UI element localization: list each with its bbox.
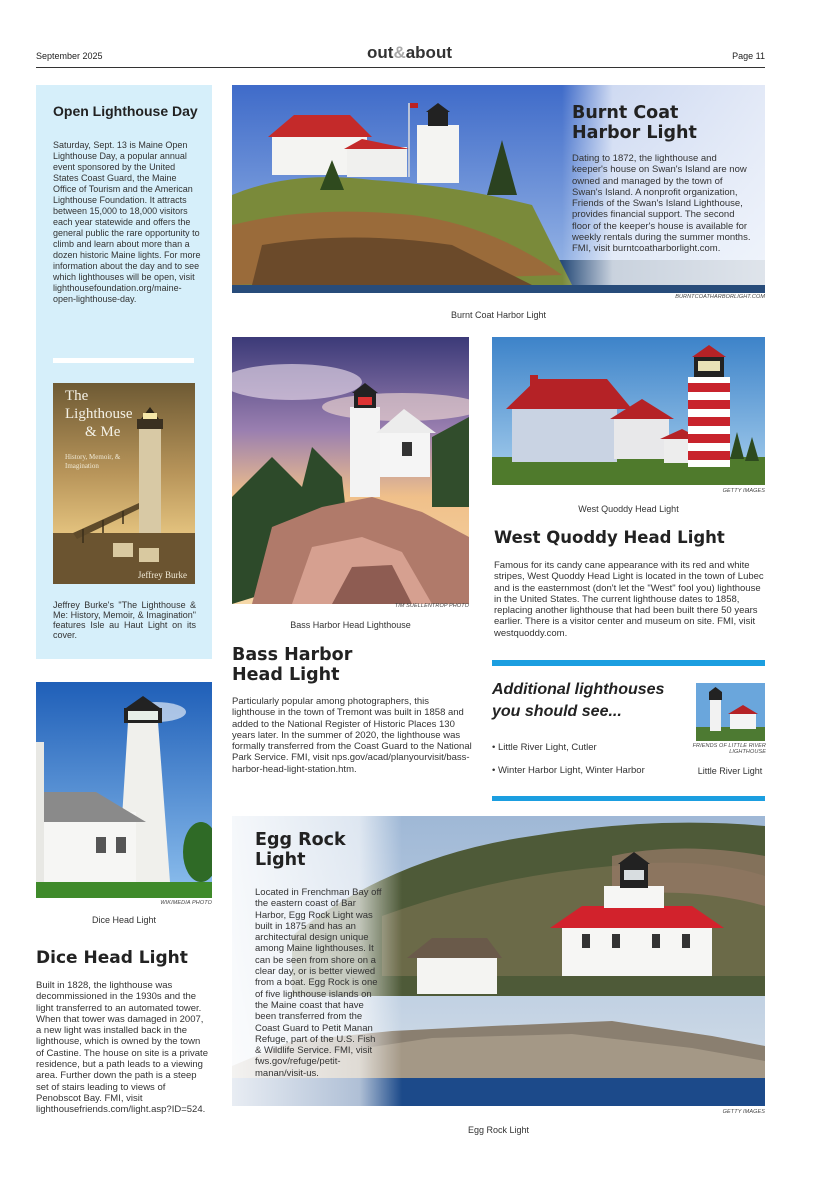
page-number: Page 11 bbox=[732, 51, 765, 61]
bass-harbor-body: Particularly popular among photographers, this lighthouse in the town of Tremont was built in 1858 and added to the National Register of Historic Places 130 years later. In the summer of 2020, the lighthouse was formally transferred from the Coast Guard to the National Park Service. FMI, visit nps.gov/acad/planyourvisit/bass-harbor-head-light-station.htm. bbox=[232, 696, 472, 775]
sidebar-divider bbox=[53, 358, 194, 363]
section-logo bbox=[0, 43, 819, 63]
little-river-illustration bbox=[696, 683, 765, 741]
dice-head-photo bbox=[36, 682, 212, 898]
bass-harbor-photo bbox=[232, 337, 469, 604]
little-river-credit: FRIENDS OF LITTLE RIVER LIGHTHOUSE bbox=[692, 743, 766, 755]
logo-ampersand: & bbox=[393, 43, 406, 62]
book-author: Jeffrey Burke bbox=[137, 570, 187, 580]
west-quoddy-credit: GETTY IMAGES bbox=[722, 488, 765, 494]
dice-head-caption: Dice Head Light bbox=[91, 915, 157, 925]
book-cover bbox=[53, 383, 195, 584]
book-subtitle: History, Memoir, & Imagination bbox=[65, 453, 121, 470]
egg-rock-body: Located in Frenchman Bay off the eastern coast of Bar Harbor, Egg Rock Light was built in 1875 and has an architectural design unique among Maine lighthouses. It can be seen from shore on a clear day, or is better viewed from a boat. Egg Rock is one of five lighthouse islands on the Maine coast that have been transferred from the Coast Guard to Petit Manan Refuge, part of the U.S. Fish & Wildlife Service. FMI, visit fws.gov/refuge/petit-manan/visit-us. bbox=[255, 887, 382, 1079]
dice-head-title: Dice Head Light bbox=[36, 948, 188, 968]
bass-harbor-caption: Bass Harbor Head Lighthouse bbox=[290, 620, 411, 630]
logo-out: out bbox=[367, 43, 394, 62]
additional-title: Additional lighthouses you should see... bbox=[492, 681, 665, 720]
egg-rock-credit: GETTY IMAGES bbox=[722, 1109, 765, 1115]
book-caption: Jeffrey Burke's "The Lighthouse & Me: History, Memoir, & Imagination" features Isle au Haut Light on its cover. bbox=[53, 600, 196, 640]
sidebar-body: Saturday, Sept. 13 is Maine Open Lighthouse Day, a popular annual event sponsored by the United States Coast Guard, the Maine Office of Tourism and the American Lighthouse Foundation. It attracts between 15,000 to 18,000 visitors each year statewide and offers the general public the rare opportunity to climb and learn about more than a dozen historic Maine lights. For more information about the day and to see which lighthouses will be open, visit lighthousefoundation.org/maine-open-lighthouse-day. bbox=[53, 140, 201, 304]
bass-harbor-title: Bass Harbor Head Light bbox=[232, 645, 353, 685]
issue-date: September 2025 bbox=[36, 51, 103, 61]
west-quoddy-caption: West Quoddy Head Light bbox=[578, 504, 679, 514]
dice-head-illustration bbox=[36, 682, 212, 898]
west-quoddy-illustration bbox=[492, 337, 765, 485]
west-quoddy-photo bbox=[492, 337, 765, 485]
little-river-caption: Little River Light bbox=[697, 766, 763, 776]
burnt-coat-credit: BURNTCOATHARBORLIGHT.COM bbox=[675, 294, 765, 300]
dice-head-body: Built in 1828, the lighthouse was decommissioned in the 1930s and the light transferred to an automated tower. When that tower was damaged in 2007, a new light was installed back in the lighthouse, which is owned by the town of Castine. The house on site is a private residence, but a path leads to a viewing area. Further down the path is a steep set of stairs leading to views of Penobscot Bay. FMI, visit lighthousefriends.com/light.asp?ID=524. bbox=[36, 980, 208, 1116]
sidebar-title: Open Lighthouse Day bbox=[53, 103, 198, 119]
egg-rock-title: Egg Rock Light bbox=[255, 830, 346, 870]
dice-head-credit: WIKIMEDIA PHOTO bbox=[160, 900, 212, 906]
header-rule bbox=[36, 67, 765, 68]
additional-top-bar bbox=[492, 660, 765, 666]
logo-about: about bbox=[405, 43, 452, 62]
additional-item-1: • Little River Light, Cutler bbox=[492, 742, 597, 753]
west-quoddy-body: Famous for its candy cane appearance with its red and white stripes, West Quoddy Head Light is located in the town of Lubec and is the easternmost (don't let the "West" fool you) lighthouse in the United States. The current lighthouse dates to 1858, replacing another lighthouse that had been built there 50 years earlier. There is a visitor center and museum on site. FMI, visit westquoddy.com. bbox=[494, 560, 764, 639]
egg-rock-caption: Egg Rock Light bbox=[467, 1125, 530, 1135]
book-title: The Lighthouse & Me bbox=[65, 388, 133, 440]
burnt-coat-caption: Burnt Coat Harbor Light bbox=[450, 310, 547, 320]
additional-item-2: • Winter Harbor Light, Winter Harbor bbox=[492, 765, 645, 776]
burnt-coat-title: Burnt Coat Harbor Light bbox=[572, 103, 697, 143]
burnt-coat-body: Dating to 1872, the lighthouse and keeper's house on Swan's Island are now owned and managed by the town of Swan's Island. A nonprofit organization, Friends of the Swan's Island Lighthouse, provides financial support. The second floor of the keeper's house is available for weekly rentals during the summer months. FMI, visit burntcoatharborlight.com. bbox=[572, 153, 751, 255]
west-quoddy-title: West Quoddy Head Light bbox=[494, 528, 725, 547]
little-river-photo bbox=[696, 683, 765, 741]
bass-harbor-illustration bbox=[232, 337, 469, 604]
bass-harbor-credit: TIM SUELLENTROP PHOTO bbox=[394, 603, 469, 609]
additional-bottom-bar bbox=[492, 796, 765, 801]
